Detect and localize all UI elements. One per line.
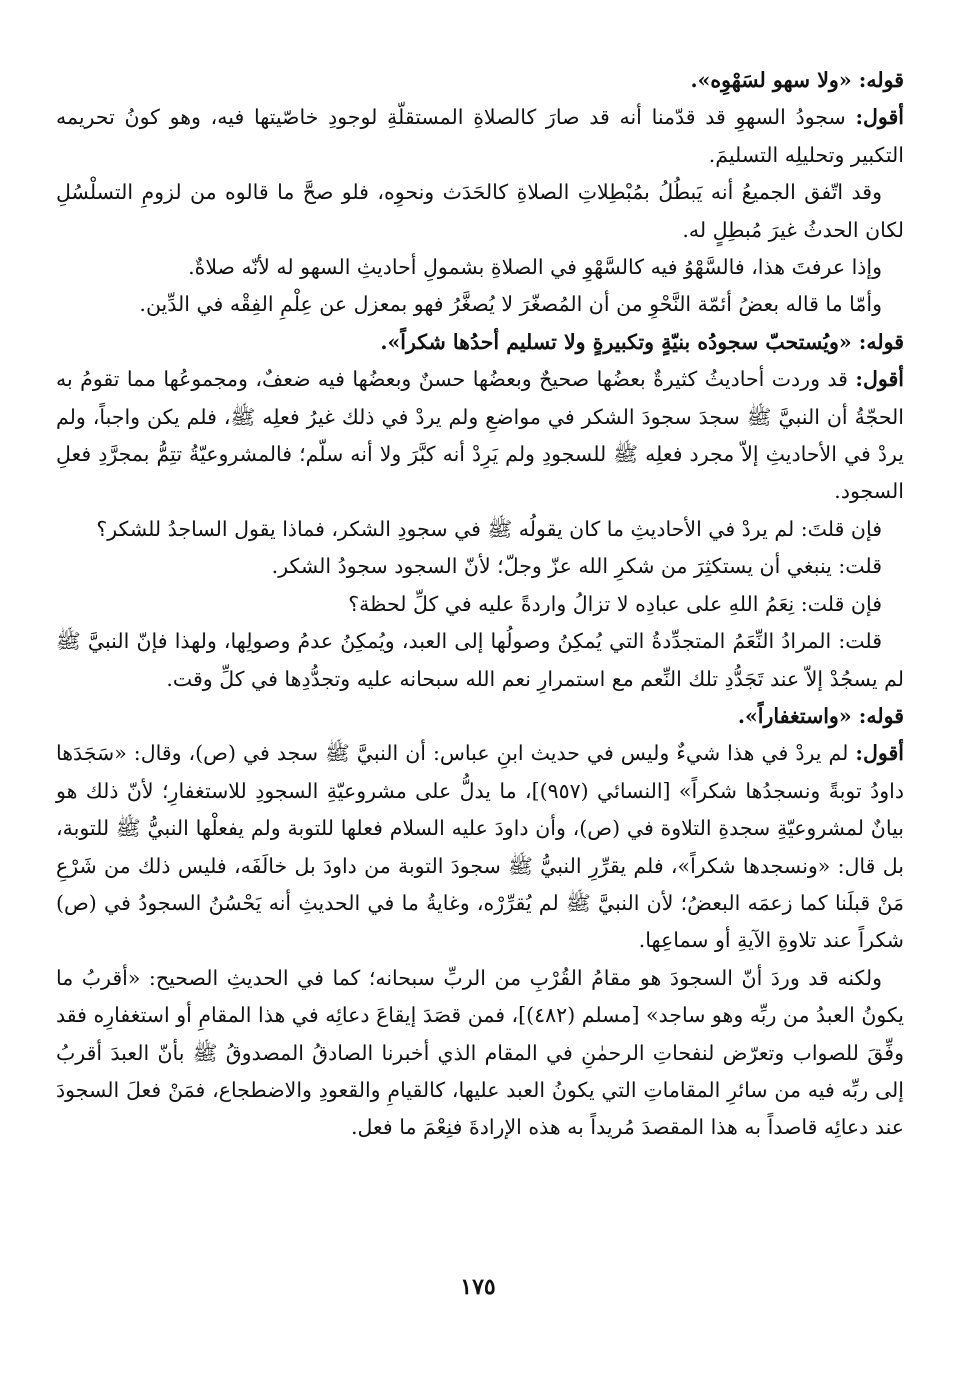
paragraph-lead: قوله: — [858, 68, 904, 92]
paragraph-text: فإن قلتَ: لم يردْ في الأحاديثِ ما كان يقولُه ﷺ في سجودِ الشكر، فماذا يقول الساجدُ للشكر؟ — [96, 516, 882, 541]
paragraph — [56, 586, 904, 623]
paragraph — [56, 361, 904, 511]
paragraph-heading — [56, 324, 904, 361]
paragraph — [56, 511, 904, 548]
paragraph-text: وقد اتّفق الجميعُ أنه يَبطُلُ بمُبْطِلاتِ الصلاةِ كالحَدَث ونحوِه، فلو صحَّ ما قالوه من لزومِ التسلْسُلِ لكان الحدثُ غيرَ مُبطِلٍ له. — [56, 180, 904, 242]
paragraph-lead: قوله: — [858, 329, 904, 354]
paragraph — [56, 548, 904, 585]
paragraph-heading — [56, 698, 904, 735]
paragraph-lead: أقول: — [855, 105, 904, 130]
body-text — [56, 62, 904, 1147]
paragraph-lead: أقول: — [855, 741, 904, 766]
paragraph — [56, 174, 904, 249]
paragraph-heading — [56, 62, 904, 99]
paragraph-text: قلت: المرادُ النِّعَمُ المتجدِّدةُ التي يُمكِنُ وصولُها إلى العبد، ويُمكِنُ عدمُ وصولِها، ولهذا فإنّ النبيَّ ﷺ لم يسجُدْ إلاّ عند تَجَدُّدِ تلك النِّعم مع استمرارِ نعم الله سبحانه عليه وتجدُّدِها في كلِّ وقت. — [56, 629, 904, 691]
paragraph-text: قلت: ينبغي أن يستكثِرَ من شكرِ الله عزّ وجلّ؛ لأنّ السجود سجودُ الشكر. — [271, 554, 882, 579]
paragraph-text: «ولا سهو لسَهْوِه». — [690, 68, 852, 92]
paragraph-lead: قوله: — [858, 703, 904, 728]
paragraph-text: قد وردت أحاديثُ كثيرةٌ بعضُها صحيحٌ وبعضُها حسنٌ وبعضُها فيه ضعفٌ، ومجموعُها مما تقومُ به الحجّةُ أن النبيَّ ﷺ سجدَ سجودَ الشكر في مواضعِ ولم يردْ في ذلك غيرُ فعلِه ﷺ، فلم يكن واجباً، ولم يردْ في الأحاديثِ إلاّ مجرد فعلِه ﷺ للسجودِ ولم يَرِدْ أنه كبَّرَ ولا أنه سلّم؛ فالمشروعيّةُ تتِمُّ بمجرَّدِ فعلِ السجود. — [56, 367, 904, 504]
paragraph-text: فإن قلت: نِعَمُ اللهِ على عبادِه لا تزالُ واردةً عليه في كلِّ لحظة؟ — [348, 591, 882, 616]
paragraph-text: سجودُ السهوِ قد قدّمنا أنه قد صارَ كالصلاةِ المستقلّةِ لوجودِ خاصّيتها فيه، وهو كونُ تحريمه التكبير وتحليلِه التسليمَ. — [56, 105, 904, 167]
paragraph — [56, 99, 904, 174]
paragraph-text: ولكنه قد وردَ أنّ السجودَ هو مقامُ القُرْبِ من الربِّ سبحانه؛ كما في الحديثِ الصحيح: «أقربُ ما يكونُ العبدُ من ربِّه وهو ساجد» [مسلم (٤٨٢)]، فمن قصَدَ إيقاعَ دعائِه في هذا المقامِ أو استغفارِه فقد وفِّقَ للصواب وتعرّض لنفحاتِ الرحمٰنِ في المقام الذي أخبرنا الصادقُ المصدوقُ ﷺ بأنّ العبدَ أقربُ إلى ربِّه فيه من سائرِ المقاماتِ التي يكونُ العبد عليها، كالقيامِ والقعودِ والاضطجاع، فمَنْ فعلَ السجودَ عند دعائِه قاصداً به هذا المقصدَ مُريداً به هذه الإرادةَ فنِعْمَ ما فعل. — [56, 965, 905, 1140]
paragraph — [56, 286, 904, 323]
paragraph — [56, 249, 904, 286]
paragraph — [56, 960, 904, 1147]
paragraph-text: «ويُستحبّ سجودُه بنيّةٍ وتكبيرةٍ ولا تسليم أحدُها شكراً». — [380, 329, 852, 354]
page-number: ١٧٥ — [460, 1274, 496, 1300]
paragraph-text: «واستغفاراً». — [737, 703, 852, 728]
paragraph-text: وإذا عرفتَ هذا، فالسَّهْوُ فيه كالسَّهْوِ في الصلاةِ بشمولِ أحاديثِ السهو له لأنّه صلاةٌ. — [188, 255, 882, 280]
paragraph — [56, 735, 904, 959]
paragraph — [56, 623, 904, 698]
paragraph-text: لم يردْ في هذا شيءٌ وليس في حديث ابنِ عباس: أن النبيَّ ﷺ سجد في (ص)، وقال: «سَجَدَها داودُ توبةً ونسجدُها شكراً» [النسائي (٩٥٧)]، ما يدلُّ على مشروعيّةِ السجودِ للاستغفارِ؛ لأنّ ذلك هو بيانٌ لمشروعيّةِ سجدةِ التلاوة في (ص)، وأن داودَ عليه السلام فعلها للتوبة ولم يفعلْها النبيُّ ﷺ للتوبة، بل قال: «ونسجدها شكراً»، فلم يقرِّرِ النبيُّ ﷺ سجودَ التوبة من داودَ بل خالَفَه، فليس ذلك من شَرْعِ مَنْ قبلَنا كما زعمَه البعضُ؛ لأن النبيَّ ﷺ لم يُقرِّرْه، وغايةُ ما في الحديثِ أنه يَحْسُنُ السجودُ في (ص) شكراً عند تلاوةِ الآيةِ أو سماعِها. — [56, 741, 904, 953]
paragraph-text: وأمّا ما قاله بعضُ أئمّة النَّحْوِ من أن المُصغّرَ لا يُصغَّرُ فهو بمعزل عن عِلْمِ الفِقْه في الدِّين. — [139, 292, 882, 317]
paragraph-lead: أقول: — [855, 367, 904, 392]
